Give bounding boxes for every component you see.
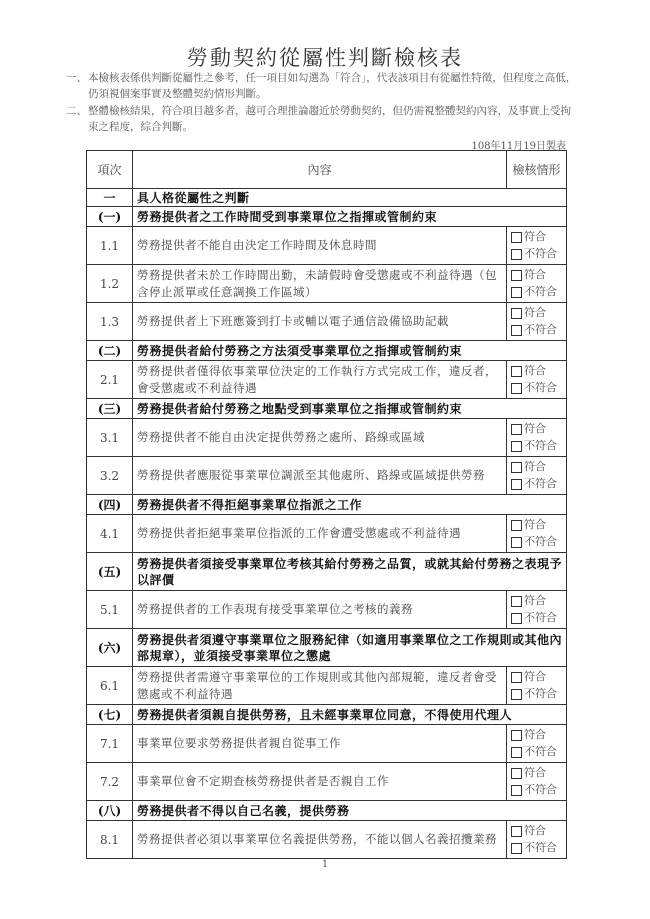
checklist-item-row — [87, 763, 567, 801]
checkbox-label: 不符合 — [524, 745, 557, 758]
item-index: 3.2 — [87, 457, 133, 495]
checkbox-no[interactable] — [511, 479, 522, 490]
section-index: (一) — [87, 207, 133, 227]
date-stamp: 108年11月19日製表 — [471, 141, 566, 152]
table-header-row — [87, 151, 567, 189]
checkbox-label: 不符合 — [524, 247, 557, 260]
checklist-item-row — [87, 457, 567, 495]
check-option-no[interactable] — [511, 534, 562, 551]
checklist-item-row — [87, 227, 567, 265]
item-text: 勞務提供者不能自由決定提供勞務之處所、路線或區域 — [133, 419, 507, 457]
check-option-no[interactable] — [511, 476, 562, 493]
item-text: 勞務提供者必須以事業單位名義提供勞務，不能以個人名義招攬業務 — [133, 821, 507, 859]
check-option-yes[interactable] — [511, 229, 562, 246]
checkbox-yes[interactable] — [511, 366, 522, 377]
check-option-no[interactable] — [511, 322, 562, 339]
checkbox-no[interactable] — [511, 441, 522, 452]
checkbox-label: 不符合 — [524, 477, 557, 490]
check-option-no[interactable] — [511, 438, 562, 455]
item-text: 勞務提供者僅得依事業單位決定的工作執行方式完成工作，違反者，會受懲處或不利益待遇 — [133, 361, 507, 399]
item-check-cell — [507, 725, 567, 763]
item-text: 勞務提供者需遵守事業單位的工作規則或其他內部規範，違反者會受懲處或不利益待遇 — [133, 667, 507, 705]
checkbox-yes[interactable] — [511, 596, 522, 607]
section-index: (三) — [87, 399, 133, 419]
checkbox-no[interactable] — [511, 383, 522, 394]
item-check-cell — [507, 515, 567, 553]
section-title: 勞務提供者須親自提供勞務，且未經事業單位同意，不得使用代理人 — [133, 705, 567, 725]
checklist-item-row — [87, 265, 567, 303]
checkbox-label: 符合 — [524, 670, 546, 683]
check-option-no[interactable] — [511, 246, 562, 263]
section-row — [87, 341, 567, 361]
item-text: 勞務提供者不能自由決定工作時間及休息時間 — [133, 227, 507, 265]
checkbox-yes[interactable] — [511, 826, 522, 837]
section-row — [87, 495, 567, 515]
section-row — [87, 801, 567, 821]
checkbox-label: 不符合 — [524, 439, 557, 452]
checkbox-label: 符合 — [524, 460, 546, 473]
checkbox-label: 不符合 — [524, 841, 557, 854]
item-index: 5.1 — [87, 591, 133, 629]
check-option-yes[interactable] — [511, 363, 562, 380]
checklist-item-row — [87, 515, 567, 553]
check-option-no[interactable] — [511, 610, 562, 627]
section-title: 勞務提供者不得拒絕事業單位指派之工作 — [133, 495, 567, 515]
check-option-no[interactable] — [511, 284, 562, 301]
section-index: (八) — [87, 801, 133, 821]
note-number: 二、 — [66, 105, 87, 117]
item-check-cell — [507, 361, 567, 399]
checkbox-no[interactable] — [511, 747, 522, 758]
header-check: 檢核情形 — [507, 151, 567, 189]
check-option-yes[interactable] — [511, 593, 562, 610]
check-option-yes[interactable] — [511, 305, 562, 322]
section-index: (七) — [87, 705, 133, 725]
check-option-yes[interactable] — [511, 823, 562, 840]
item-text: 勞務提供者應服從事業單位調派至其他處所、路線或區域提供勞務 — [133, 457, 507, 495]
checkbox-no[interactable] — [511, 287, 522, 298]
checkbox-label: 不符合 — [524, 687, 557, 700]
checkbox-no[interactable] — [511, 613, 522, 624]
checkbox-label: 不符合 — [524, 323, 557, 336]
checkbox-label: 符合 — [524, 306, 546, 319]
checkbox-label: 不符合 — [524, 285, 557, 298]
page-number: 1 — [321, 859, 329, 870]
check-option-no[interactable] — [511, 782, 562, 799]
section-title: 勞務提供者須接受事業單位考核其給付勞務之品質，或就其給付勞務之表現予以評價 — [133, 553, 567, 591]
item-index: 3.1 — [87, 419, 133, 457]
item-index: 1.1 — [87, 227, 133, 265]
checkbox-label: 不符合 — [524, 783, 557, 796]
item-check-cell — [507, 763, 567, 801]
checkbox-label: 符合 — [524, 364, 546, 377]
item-text: 勞務提供者的工作表現有接受事業單位之考核的義務 — [133, 591, 507, 629]
checkbox-no[interactable] — [511, 325, 522, 336]
checkbox-no[interactable] — [511, 843, 522, 854]
section-index: (四) — [87, 495, 133, 515]
item-index: 2.1 — [87, 361, 133, 399]
item-check-cell — [507, 821, 567, 859]
checkbox-label: 符合 — [524, 728, 546, 741]
item-check-cell — [507, 265, 567, 303]
checkbox-label: 符合 — [524, 766, 546, 779]
check-option-yes[interactable] — [511, 267, 562, 284]
item-text: 事業單位要求勞務提供者親自從事工作 — [133, 725, 507, 763]
section-index: (六) — [87, 629, 133, 667]
checkbox-label: 符合 — [524, 594, 546, 607]
section-title: 勞務提供者之工作時間受到事業單位之指揮或管制約束 — [133, 207, 567, 227]
item-index: 8.1 — [87, 821, 133, 859]
item-index: 7.2 — [87, 763, 133, 801]
checklist-item-row — [87, 725, 567, 763]
section-row — [87, 553, 567, 591]
section-title: 勞務提供者不得以自己名義，提供勞務 — [133, 801, 567, 821]
item-index: 1.3 — [87, 303, 133, 341]
section-title: 勞務提供者給付勞務之方法須受事業單位之指揮或管制約束 — [133, 341, 567, 361]
check-option-no[interactable] — [511, 686, 562, 703]
check-option-no[interactable] — [511, 744, 562, 761]
checkbox-yes[interactable] — [511, 270, 522, 281]
item-index: 1.2 — [87, 265, 133, 303]
section-row — [87, 207, 567, 227]
checklist-item-row — [87, 667, 567, 705]
note-1 — [66, 70, 578, 102]
checkbox-yes[interactable] — [511, 730, 522, 741]
checkbox-no[interactable] — [511, 689, 522, 700]
header-index: 項次 — [87, 151, 133, 189]
checkbox-yes[interactable] — [511, 308, 522, 319]
checkbox-label: 符合 — [524, 518, 546, 531]
check-option-no[interactable] — [511, 840, 562, 857]
checklist-item-row — [87, 361, 567, 399]
checklist-table — [86, 150, 567, 859]
top-section-title: 具人格從屬性之判斷 — [133, 189, 567, 207]
item-check-cell — [507, 419, 567, 457]
checklist-item-row — [87, 419, 567, 457]
item-index: 4.1 — [87, 515, 133, 553]
check-option-yes[interactable] — [511, 517, 562, 534]
check-option-yes[interactable] — [511, 421, 562, 438]
header-content: 內容 — [133, 151, 507, 189]
item-check-cell — [507, 227, 567, 265]
checklist-item-row — [87, 303, 567, 341]
item-check-cell — [507, 591, 567, 629]
section-index: (二) — [87, 341, 133, 361]
check-option-yes[interactable] — [511, 727, 562, 744]
item-text: 勞務提供者未於工作時間出勤，未請假時會受懲處或不利益待遇（包含停止派單或任意調換工作區域） — [133, 265, 507, 303]
note-text: 整體檢核結果，符合項目越多者，越可合理推論趨近於勞動契約，但仍需視整體契約內容，及事實上受拘束之程度，綜合判斷。 — [88, 105, 571, 133]
checkbox-no[interactable] — [511, 537, 522, 548]
checkbox-yes[interactable] — [511, 232, 522, 243]
checkbox-yes[interactable] — [511, 462, 522, 473]
checkbox-yes[interactable] — [511, 672, 522, 683]
item-text: 勞務提供者拒絕事業單位指派的工作會遭受懲處或不利益待遇 — [133, 515, 507, 553]
item-text: 勞務提供者上下班應簽到打卡或輔以電子通信設備協助記載 — [133, 303, 507, 341]
item-text: 事業單位會不定期查核勞務提供者是否親自工作 — [133, 763, 507, 801]
checkbox-yes[interactable] — [511, 424, 522, 435]
section-title: 勞務提供者須遵守事業單位之服務紀律（如適用事業單位之工作規則或其他內部規章），並須接受事業單位之懲處 — [133, 629, 567, 667]
checkbox-label: 不符合 — [524, 381, 557, 394]
checklist-item-row — [87, 591, 567, 629]
item-check-cell — [507, 667, 567, 705]
checkbox-no[interactable] — [511, 785, 522, 796]
checkbox-label: 符合 — [524, 268, 546, 281]
item-index: 6.1 — [87, 667, 133, 705]
item-check-cell — [507, 457, 567, 495]
checkbox-label: 符合 — [524, 824, 546, 837]
document-title: 勞動契約從屬性判斷檢核表 — [187, 46, 463, 70]
checkbox-label: 符合 — [524, 230, 546, 243]
section-row — [87, 705, 567, 725]
section-index: (五) — [87, 553, 133, 591]
top-section-index: 一 — [87, 189, 133, 207]
check-option-no[interactable] — [511, 380, 562, 397]
checkbox-label: 符合 — [524, 422, 546, 435]
check-option-yes[interactable] — [511, 459, 562, 476]
top-section-row — [87, 189, 567, 207]
section-title: 勞務提供者給付勞務之地點受到事業單位之指揮或管制約束 — [133, 399, 567, 419]
checklist-item-row — [87, 821, 567, 859]
checkbox-label: 不符合 — [524, 535, 557, 548]
note-number: 一、 — [66, 72, 87, 84]
checkbox-label: 不符合 — [524, 611, 557, 624]
checkbox-no[interactable] — [511, 249, 522, 260]
note-2 — [66, 103, 578, 135]
check-option-yes[interactable] — [511, 765, 562, 782]
section-row — [87, 399, 567, 419]
item-check-cell — [507, 303, 567, 341]
item-index: 7.1 — [87, 725, 133, 763]
checkbox-yes[interactable] — [511, 520, 522, 531]
check-option-yes[interactable] — [511, 669, 562, 686]
checkbox-yes[interactable] — [511, 768, 522, 779]
section-row — [87, 629, 567, 667]
note-text: 本檢核表係供判斷從屬性之參考，任一項目如勾選為「符合」，代表該項目有從屬性特徵，但程度之高低，仍須視個案事實及整體契約情形判斷。 — [88, 72, 577, 100]
